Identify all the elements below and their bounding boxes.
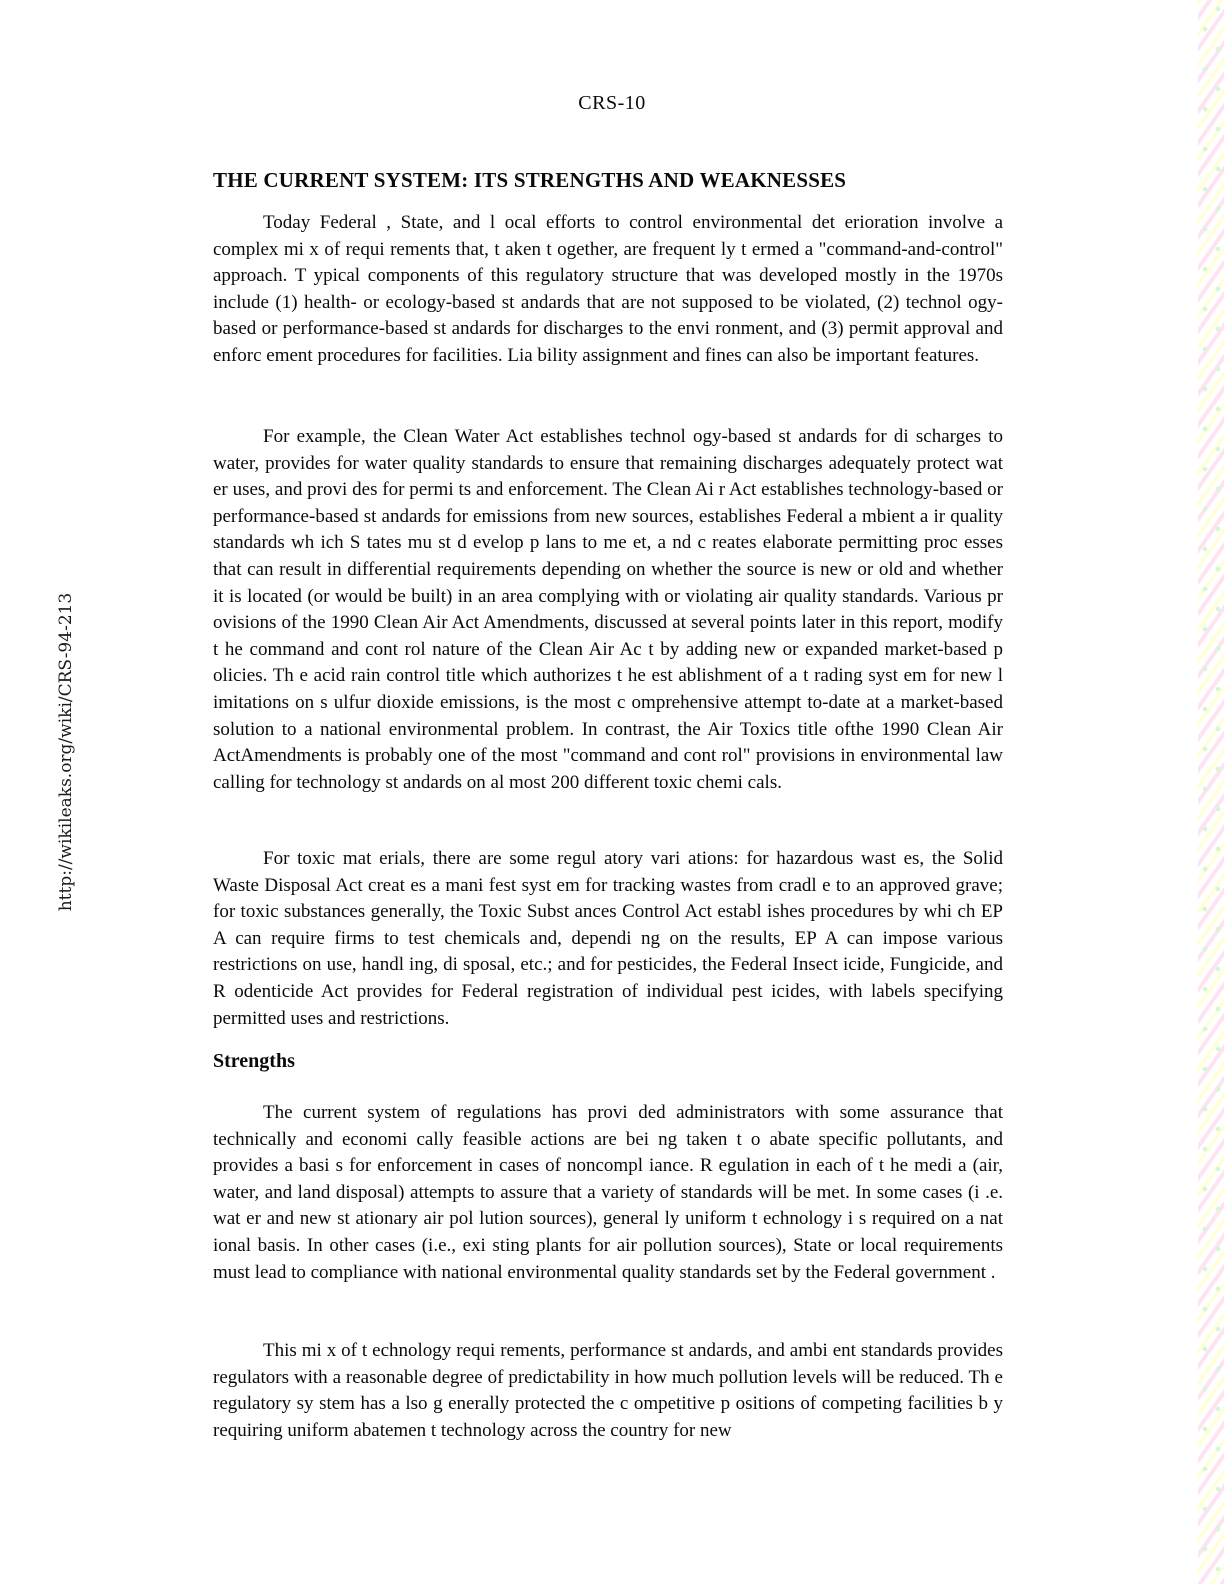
paragraph-current-system: The current system of regulations has provi ded administrators with some assurance that technically and economi cally feasible actions are bei ng taken t o abate specific pollutants, and provides a basi s for enforcement in cases of noncompl iance. R egulation in each of t he medi a (air, water, and land disposal) attempts to assure that a variety of standards will be met. In some cases (i .e. wat er and new st ationary air pol lution sources), general ly uniform t echnology i s required on a nat ional basis. In other cases (i.e., exi sting plants for air pollution sources), State or local requirements must lead to compliance with national environmental quality standards set by the Federal government . <box>213 1102 1003 1283</box>
paragraph-technology-mix: This mi x of t echnology requi rements, performance st andards, and ambi ent standards provides regulators with a reasonable degree of predictability in how much pollution levels will be reduced. Th e regulatory sy stem has a lso g enerally protected the c ompetitive p ositions of competing facilities b y requiring uniform abatemen t technology across the country for new <box>213 1340 1003 1441</box>
paragraph-clean-water-act: For example, the Clean Water Act establishes technol ogy-based st andards for di scharges to water, provides for water quality standards to ensure that remaining discharges adequately protect wat er uses, and provi des for permi ts and enforcement. The Clean Ai r Act establishes technology-based or performance-based st andards for emissions from new sources, establishes Federal a mbient a ir quality standards wh ich S tates mu st d evelop p lans to me et, a nd c reates elaborate permitting proc esses that can result in differential requirements depending on whether the source is new or old and whether it is located (or would be built) in an area complying with or violating air quality standards. Various pr ovisions of the 1990 Clean Air Act Amendments, discussed at several points later in this report, modify t he command and cont rol nature of the Clean Air Ac t by adding new or expanded market-based p olicies. Th e acid rain control title which authorizes t he est ablishment of a t rading syst em for new l imitations on s ulfur dioxide emissions, is the most c omprehensive attempt to-date at a market-based solution to a national environmental problem. In contrast, the Air Toxics title ofthe 1990 Clean Air ActAmendments is probably one of the most "command and cont rol" provisions in environmental law calling for technology st andards on al most 200 different toxic chemi cals. <box>213 426 1003 793</box>
document-title: THE CURRENT SYSTEM: ITS STRENGTHS AND WEAKNESSES <box>213 168 847 192</box>
paragraph-intro: Today Federal , State, and l ocal efforts to control environmental det erioration involve a complex mi x of requi rements that, t aken t ogether, are frequent ly t ermed a "command-and-control" approach. T ypical components of this regulatory structure that was developed mostly in the 1970s include (1) health- or ecology-based st andards that are not supposed to be violated, (2) technol ogy-based or performance-based st andards for discharges to the envi ronment, and (3) permit approval and enforc ement procedures for facilities. Lia bility assignment and fines can also be important features. <box>213 212 1003 366</box>
paragraph-toxic-materials: For toxic mat erials, there are some regul atory vari ations: for hazardous wast es, the Solid Waste Disposal Act creat es a mani fest syst em for tracking wastes from cradl e to an approved grave; for toxic substances generally, the Toxic Subst ances Control Act establ ishes procedures by whi ch EP A can require firms to test chemicals and, dependi ng on the results, EP A can impose various restrictions on use, handl ing, di sposal, etc.; and for pesticides, the Federal Insect icide, Fungicide, and R odenticide Act provides for Federal registration of individual pest icides, with labels specifying permitted uses and restrictions. <box>213 848 1003 1029</box>
edge-watermark-pattern <box>1198 0 1224 1584</box>
page-number-header: CRS-10 <box>578 92 646 114</box>
section-heading-strengths: Strengths <box>213 1050 295 1072</box>
wikileaks-url-watermark: http://wikileaks.org/wiki/CRS-94-213 <box>56 592 76 912</box>
